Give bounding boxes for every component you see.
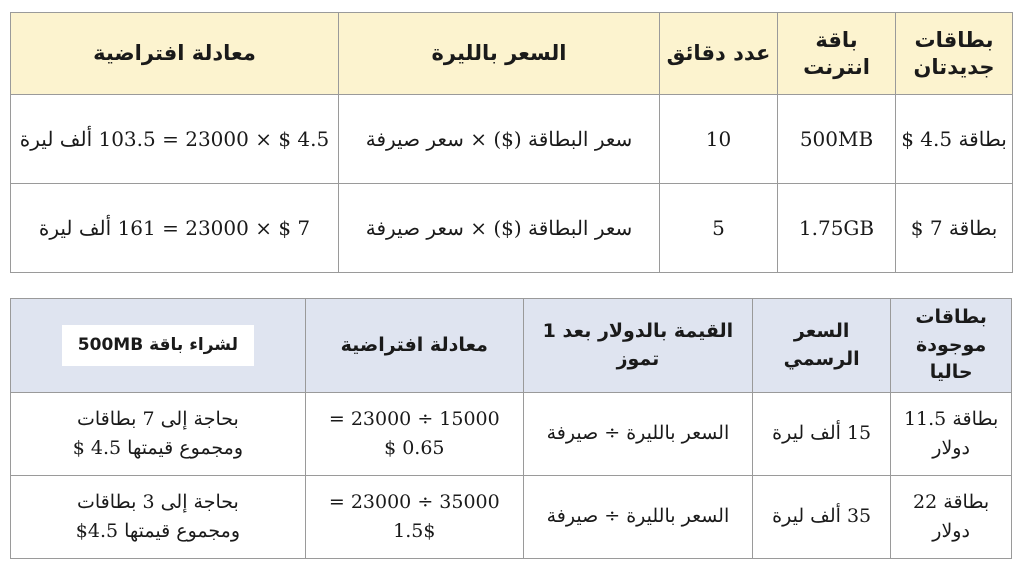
table-row [11, 95, 1013, 184]
header-buy-package-cell [11, 299, 306, 393]
equation-cell [305, 393, 523, 476]
equation-line: 35000 ÷ 23000 = [328, 490, 500, 513]
header-row [11, 13, 1013, 95]
equation-result: 0.65 $ [384, 437, 445, 459]
new-cards-table [10, 12, 1013, 273]
package-cell: 500MB [778, 95, 896, 184]
header-row [11, 299, 1012, 393]
need-cell [11, 393, 306, 476]
header-dollar-value: القيمة بالدولار بعد 1 تموز [523, 299, 752, 393]
card-cell: بطاقة 11.5 دولار [891, 393, 1012, 476]
card-cell: بطاقة 22 دولار [891, 476, 1012, 559]
value-cell: السعر بالليرة ÷ صيرفة [523, 476, 752, 559]
equation-text: 4.5 $ × 23000 = 103.5 ألف ليرة [19, 127, 330, 151]
package-cell: 1.75GB [778, 184, 896, 273]
need-line: بحاجة إلى 7 بطاقات [76, 407, 239, 430]
equation-text: 7 $ × 23000 = 161 ألف ليرة [38, 216, 311, 240]
header-equation: معادلة افتراضية [305, 299, 523, 393]
existing-cards-table [10, 298, 1012, 559]
price-cell: 15 ألف ليرة [753, 393, 891, 476]
card-cell: بطاقة 7 $ [896, 184, 1013, 273]
header-minutes: عدد دقائق [660, 13, 778, 95]
equation-line: 15000 ÷ 23000 = [328, 407, 500, 430]
need-total: ومجموع قيمتها 4.5 $ [72, 437, 244, 459]
header-existing-cards: بطاقات موجودة حاليا [891, 299, 1012, 393]
header-official-price: السعر الرسمي [753, 299, 891, 393]
equation-result: 1.5$ [393, 520, 436, 542]
value-cell: السعر بالليرة ÷ صيرفة [523, 393, 752, 476]
header-price-lira: السعر بالليرة [339, 13, 660, 95]
minutes-cell: 10 [660, 95, 778, 184]
need-cell [11, 476, 306, 559]
header-buy-package: لشراء باقة 500MB [62, 325, 254, 366]
table-row [11, 184, 1013, 273]
table-row [11, 393, 1012, 476]
need-line: بحاجة إلى 3 بطاقات [76, 490, 239, 513]
minutes-cell: 5 [660, 184, 778, 273]
equation-cell [305, 476, 523, 559]
equation-cell [11, 184, 339, 273]
header-equation: معادلة افتراضية [11, 13, 339, 95]
header-new-cards: بطاقات جديدتان [896, 13, 1013, 95]
table-row [11, 476, 1012, 559]
header-internet-package: باقة انترنت [778, 13, 896, 95]
price-cell: سعر البطاقة ($) × سعر صيرفة [339, 95, 660, 184]
need-total: ومجموع قيمتها 4.5$ [75, 520, 241, 542]
price-cell: 35 ألف ليرة [753, 476, 891, 559]
price-cell: سعر البطاقة ($) × سعر صيرفة [339, 184, 660, 273]
card-cell: بطاقة 4.5 $ [896, 95, 1013, 184]
equation-cell [11, 95, 339, 184]
